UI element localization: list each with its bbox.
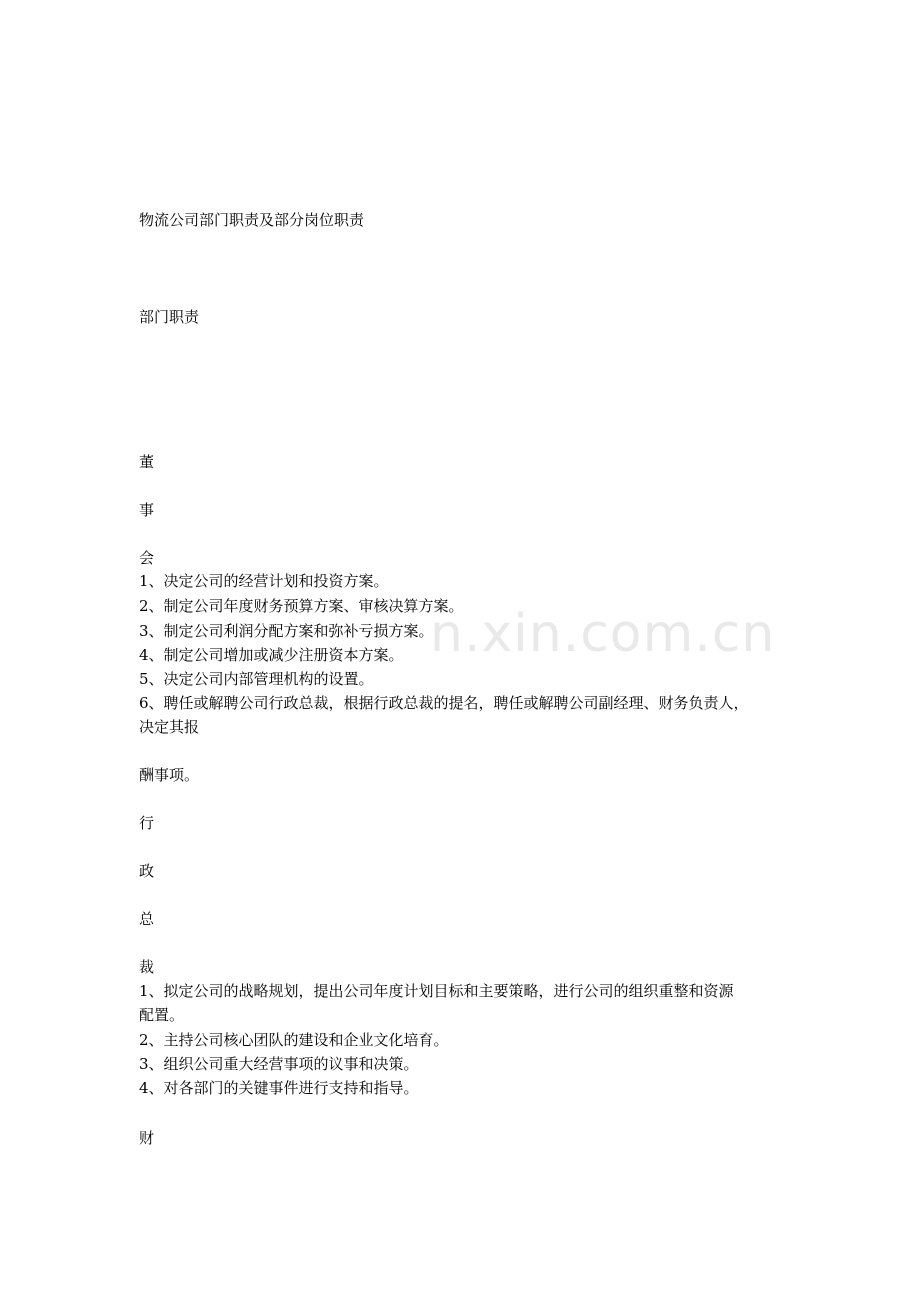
board-heading-char-2: 事 [139,501,155,519]
ceo-heading-char-2: 政 [139,862,155,880]
watermark-text: n.xin.com.cn [430,604,776,664]
ceo-item-1-continued: 配置。 [139,1006,185,1024]
board-item-2: 2、制定公司年度财务预算方案、审核决算方案。 [139,597,464,615]
board-item-3: 3、制定公司利润分配方案和弥补亏损方案。 [139,622,434,640]
board-item-6: 6、聘任或解聘公司行政总裁，根据行政总裁的提名，聘任或解聘公司副经理、财务负责人， [139,694,749,712]
board-item-5: 5、决定公司内部管理机构的设置。 [139,670,374,688]
ceo-heading-char-1: 行 [139,814,155,832]
finance-heading-char-1: 财 [139,1129,155,1147]
section-heading: 部门职责 [139,308,200,326]
ceo-item-4: 4、对各部门的关键事件进行支持和指导。 [139,1079,419,1097]
board-item-6-continued: 决定其报 [139,718,200,736]
ceo-item-2: 2、主持公司核心团队的建设和企业文化培育。 [139,1031,449,1049]
board-heading-char-1: 董 [139,453,155,471]
board-item-1: 1、决定公司的经营计划和投资方案。 [139,572,389,590]
ceo-item-1: 1、拟定公司的战略规划，提出公司年度计划目标和主要策略，进行公司的组织重整和资源 [139,982,734,1000]
ceo-heading-char-3: 总 [139,910,155,928]
board-heading-char-3: 会 [139,549,155,567]
board-item-4: 4、制定公司增加或减少注册资本方案。 [139,646,404,664]
ceo-item-3: 3、组织公司重大经营事项的议事和决策。 [139,1055,419,1073]
ceo-heading-char-4: 裁 [139,958,155,976]
document-title: 物流公司部门职责及部分岗位职责 [139,211,365,229]
board-item-6-end: 酬事项。 [139,766,200,784]
